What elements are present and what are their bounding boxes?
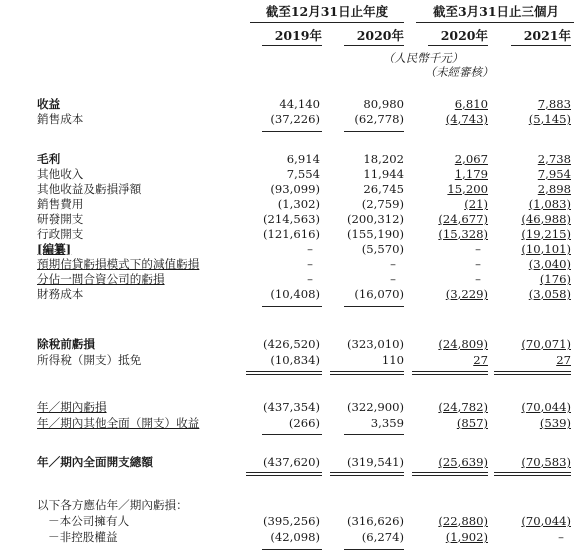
row-label: 研發開支 [37, 212, 84, 226]
cell: 80,980 [363, 97, 404, 111]
cell: (19,215) [521, 227, 571, 241]
cell: (93,099) [270, 182, 320, 196]
row-finance-costs [0, 287, 583, 302]
row-label: 年／期內全面開支總額 [37, 455, 153, 469]
total-rule [330, 374, 404, 375]
cell: (2,759) [361, 197, 404, 211]
cell: – [307, 242, 313, 256]
row-other-gains-losses [0, 182, 583, 197]
cell: 18,202 [363, 152, 404, 166]
cell: (70,044) [521, 514, 571, 528]
cell: – [390, 272, 396, 286]
cell: – [390, 257, 396, 271]
cell: 44,140 [279, 97, 320, 111]
cell: (323,010) [347, 337, 404, 351]
subtotal-rule [262, 306, 322, 307]
subtotal-rule [344, 306, 404, 307]
row-label: 收益 [37, 97, 61, 111]
cell: – [475, 272, 481, 286]
row-label: 年／期內其他全面（開支）收益 [37, 416, 200, 430]
total-rule [330, 475, 404, 476]
cell: (46,988) [521, 212, 571, 226]
cell: 27 [556, 353, 571, 367]
cell: (70,583) [521, 455, 571, 469]
cell: (24,782) [438, 400, 488, 414]
cell: (15,328) [438, 227, 488, 241]
total-rule [494, 475, 571, 476]
subtotal-rule [344, 434, 404, 435]
cell: (24,809) [438, 337, 488, 351]
cell: (6,274) [361, 530, 404, 544]
cell: – [307, 272, 313, 286]
cell: (322,900) [347, 400, 404, 414]
row-admin-expenses [0, 227, 583, 242]
subtotal-rule [262, 131, 322, 132]
subtotal-rule [262, 549, 322, 550]
header-group-annual-rule [250, 22, 404, 23]
cell: – [475, 242, 481, 256]
subtotal-rule [344, 131, 404, 132]
row-label: 分佔一間合資公司的虧損 [37, 272, 165, 286]
cell: (319,541) [347, 455, 404, 469]
total-rule [412, 374, 488, 375]
row-gross-profit [0, 152, 583, 167]
cell: 11,944 [363, 167, 404, 181]
header-year-col2: 2020年 [356, 28, 404, 43]
row-label: 財務成本 [37, 287, 84, 301]
cell: (1,302) [277, 197, 320, 211]
header-year-col1-rule [262, 45, 322, 46]
row-revenue [0, 97, 583, 112]
total-rule [330, 371, 404, 372]
header-group-annual: 截至12月31日止年度 [265, 4, 389, 19]
cell: (1,083) [528, 197, 571, 211]
cell: (3,040) [528, 257, 571, 271]
header-year-col4: 2021年 [523, 28, 571, 43]
cell: (3,229) [445, 287, 488, 301]
row-label: 年／期內虧損 [37, 400, 107, 414]
row-label: 行政開支 [37, 227, 84, 241]
header-year-col1: 2019年 [274, 28, 322, 43]
total-rule [246, 371, 322, 372]
cell: (266) [288, 416, 320, 430]
total-rule [330, 472, 404, 473]
cell: (437,620) [263, 455, 320, 469]
row-label: 預期信貸虧損模式下的減值虧損 [37, 257, 200, 271]
cell: (25,639) [438, 455, 488, 469]
row-other-comprehensive [0, 416, 583, 431]
cell: 2,898 [537, 182, 571, 196]
total-rule [246, 374, 322, 375]
cell: 7,954 [537, 167, 571, 181]
row-owners [0, 514, 583, 529]
row-loss-for-period [0, 400, 583, 415]
row-total-comprehensive [0, 455, 583, 470]
cell: (155,190) [347, 227, 404, 241]
cell: (395,256) [263, 514, 320, 528]
cell: (37,226) [270, 112, 320, 126]
cell: (437,354) [263, 400, 320, 414]
row-label: [編纂] [37, 242, 72, 256]
row-label: 以下各方應佔年／期內虧損： [37, 498, 188, 512]
total-rule [494, 472, 571, 473]
cell: (5,570) [361, 242, 404, 256]
cell: (10,408) [270, 287, 320, 301]
row-label: 銷售費用 [37, 197, 84, 211]
cell: (176) [539, 272, 571, 286]
row-share-of-jv-loss [0, 272, 583, 287]
row-label: 其他收益及虧損淨額 [37, 182, 142, 196]
header-year-col2-rule [344, 45, 404, 46]
row-cost-of-sales [0, 112, 583, 127]
cell: (426,520) [263, 337, 320, 351]
total-rule [412, 475, 488, 476]
cell: – [475, 257, 481, 271]
cell: 26,745 [363, 182, 404, 196]
cell: (16,070) [354, 287, 404, 301]
row-impairment-losses [0, 257, 583, 272]
cell: – [558, 530, 564, 544]
row-income-tax [0, 353, 583, 368]
cell: (21) [464, 197, 488, 211]
total-rule [246, 475, 322, 476]
header-group-quarterly: 截至3月31日止三個月 [432, 4, 560, 19]
row-rd-expenses [0, 212, 583, 227]
cell: (857) [456, 416, 488, 430]
subtotal-rule [262, 434, 322, 435]
cell: (4,743) [445, 112, 488, 126]
cell: (214,563) [263, 212, 320, 226]
total-rule [412, 371, 488, 372]
cell: 2,067 [454, 152, 488, 166]
row-selling-expenses [0, 197, 583, 212]
cell: (10,101) [521, 242, 571, 256]
row-other-income [0, 167, 583, 182]
row-label: 所得稅（開支）抵免 [37, 353, 142, 367]
cell: (10,834) [270, 353, 320, 367]
row-attributable-heading [0, 498, 583, 513]
row-label: 其他收入 [37, 167, 84, 181]
cell: – [307, 257, 313, 271]
row-label: 銷售成本 [37, 112, 84, 126]
cell: 110 [381, 353, 404, 367]
cell: 2,738 [537, 152, 571, 166]
header-year-col3: 2020年 [440, 28, 488, 43]
cell: (62,778) [354, 112, 404, 126]
cell: 15,200 [447, 182, 488, 196]
total-rule [494, 371, 571, 372]
cell: (1,902) [445, 530, 488, 544]
cell: 27 [473, 353, 488, 367]
cell: (539) [539, 416, 571, 430]
row-label: 除稅前虧損 [37, 337, 95, 351]
cell: 7,883 [537, 97, 571, 111]
cell: 3,359 [370, 416, 404, 430]
cell: (3,058) [528, 287, 571, 301]
row-label: －本公司擁有人 [48, 514, 130, 528]
subtotal-rule [344, 549, 404, 550]
cell: 1,179 [454, 167, 488, 181]
unaudited-label: （未經審核） [424, 65, 494, 79]
header-year-col3-rule [428, 45, 488, 46]
cell: (70,071) [521, 337, 571, 351]
header-group-quarterly-rule [416, 22, 574, 23]
unit-label: （人民幣千元） [382, 51, 464, 65]
cell: 6,810 [454, 97, 488, 111]
cell: 7,554 [286, 167, 320, 181]
cell: (22,880) [438, 514, 488, 528]
row-label: －非控股權益 [48, 530, 118, 544]
cell: 6,914 [286, 152, 320, 166]
header-year-col4-rule [511, 45, 571, 46]
cell: (121,616) [263, 227, 320, 241]
total-rule [494, 374, 571, 375]
cell: (5,145) [528, 112, 571, 126]
cell: (200,312) [347, 212, 404, 226]
row-label: 毛利 [37, 152, 61, 166]
row-loss-before-tax [0, 337, 583, 352]
row-redacted [0, 242, 583, 257]
cell: (42,098) [270, 530, 320, 544]
total-rule [246, 472, 322, 473]
total-rule [412, 472, 488, 473]
cell: (316,626) [347, 514, 404, 528]
cell: (70,044) [521, 400, 571, 414]
row-non-controlling [0, 530, 583, 545]
cell: (24,677) [438, 212, 488, 226]
